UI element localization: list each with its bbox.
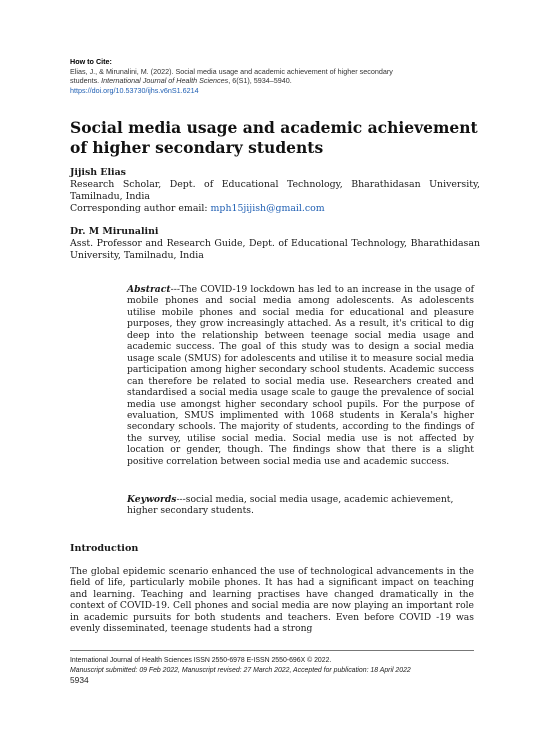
author-affiliation: Asst. Professor and Research Guide, Dept. of Educational Technology, Bharathidasan University, Tamilnadu, India [70,238,480,261]
email-label: Corresponding author email: [70,203,211,214]
footer-dates-line: Manuscript submitted: 09 Feb 2022, Manuscript revised: 27 March 2022, Accepted for publication: 18 April 2022 [70,666,411,674]
section-heading: Introduction [70,543,139,554]
how-to-cite-label: How to Cite: [70,57,112,66]
keywords-dash: --- [176,494,186,505]
author-block-1 [70,167,480,215]
citation-line-2 [70,76,480,86]
how-to-cite-block [70,57,480,95]
footer-divider [70,650,474,651]
footer-journal-line: International Journal of Health Sciences ISSN 2550-6978 E-ISSN 2550-696X © 2022. [70,657,332,664]
keywords-text: social media, social media usage, academic achievement, higher secondary students. [127,494,454,517]
keywords [127,494,474,517]
author-block-2 [70,226,480,262]
citation-line-2-start: students. [70,76,102,86]
keywords-label: Keywords [127,494,177,505]
introduction-paragraph: The global epidemic scenario enhanced the use of technological advancements in the field of life, particularly mobile phones. It has had a significant impact on teaching and learning. Teaching and learning practises have changed dramatically in the context of COVID-19. Cell phones and social media are now playing an important role in academic pursuits for both students and teachers. Even before COVID -19 was evenly disseminated, teenage students had a strong [70,566,474,635]
page-footer [70,656,474,686]
abstract [127,284,474,467]
abstract-dash: --- [170,284,180,295]
abstract-label: Abstract [127,284,171,295]
paper-title: Social media usage and academic achievement of higher secondary students [70,118,478,157]
author-email-line [70,203,480,215]
citation-journal: International Journal of Health Sciences [101,76,229,86]
author-name: Dr. M Mirunalini [70,226,159,237]
citation-line-1: Elias, J., & Mirunalini, M. (2022). Social media usage and academic achievement of higher secondary [70,66,393,76]
author-name: Jijish Elias [70,167,126,178]
author-email-link[interactable]: mph15jijish@gmail.com [210,203,325,214]
author-affiliation: Research Scholar, Dept. of Educational Technology, Bharathidasan University, Tamilnadu, India [70,179,480,202]
page-number: 5934 [70,675,89,686]
citation-line-2-end: , 6(S1), 5934–5940. [228,76,292,86]
doi-link[interactable]: https://doi.org/10.53730/ijhs.v6nS1.6214 [70,85,199,95]
abstract-text: The COVID-19 lockdown has led to an increase in the usage of mobile phones and social media among adolescents. As adolescents utilise mobile phones and social media for educational and pleasure purposes, they grow increasingly attached. As a result, it's critical to dig deep into the relationship between teenage social media usage and academic success. The goal of this study was to design a social media usage scale (SMUS) for adolescents and utilise it to measure social media participation among higher secondary school students. Academic success can therefore be related to social media use. Researchers created and standardised a social media usage scale to gauge the prevalence of social media use amongst higher secondary school pupils. For the purpose of evaluation, SMUS implimented with 1068 students in Kerala's higher secondary schools. The majority of students, according to the findings of the survey, utilise social media. Social media use is not affected by location or gender, though. The findings show that there is a slight positive correlation between social media use and academic success. [127,284,474,467]
